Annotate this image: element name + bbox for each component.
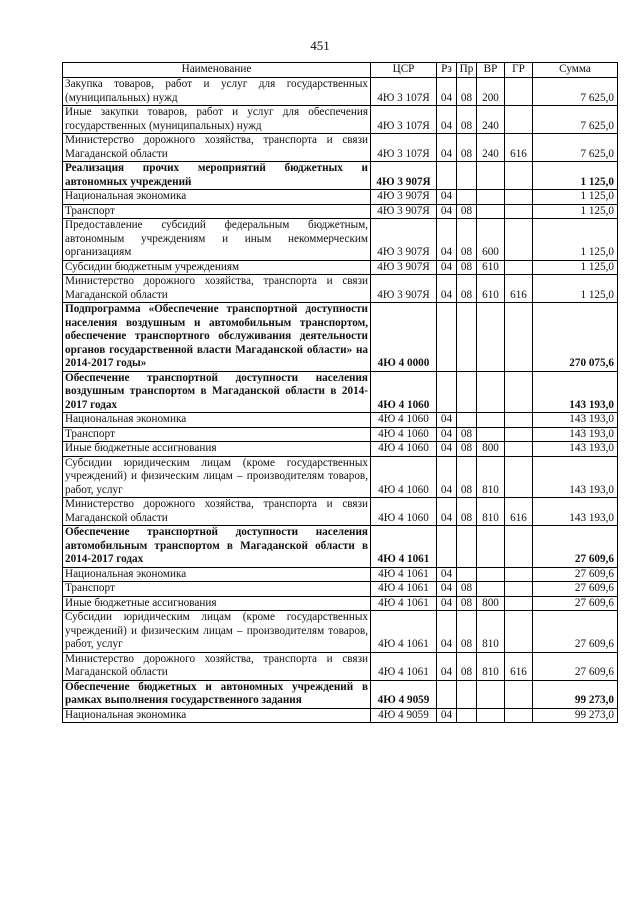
table-row <box>63 260 618 275</box>
cell-gr <box>505 162 533 190</box>
cell-vr <box>477 413 505 428</box>
table-row <box>63 498 618 526</box>
cell-name: Министерство дорожного хозяйства, транспорта и связи Магаданской области <box>63 275 371 303</box>
cell-pr: 08 <box>457 78 477 106</box>
cell-gr <box>505 442 533 457</box>
cell-gr <box>505 526 533 568</box>
cell-csr: 4Ю 4 1060 <box>371 442 437 457</box>
cell-rz: 04 <box>437 567 457 582</box>
cell-rz: 04 <box>437 611 457 653</box>
cell-sum: 143 193,0 <box>533 413 618 428</box>
table-row <box>63 190 618 205</box>
cell-gr <box>505 708 533 723</box>
cell-vr: 800 <box>477 442 505 457</box>
cell-rz <box>437 162 457 190</box>
table-row <box>63 442 618 457</box>
cell-gr: 616 <box>505 652 533 680</box>
cell-pr: 08 <box>457 582 477 597</box>
cell-sum: 143 193,0 <box>533 427 618 442</box>
cell-gr <box>505 303 533 372</box>
cell-sum: 143 193,0 <box>533 498 618 526</box>
cell-name: Иные бюджетные ассигнования <box>63 442 371 457</box>
cell-sum: 99 273,0 <box>533 708 618 723</box>
cell-gr <box>505 413 533 428</box>
cell-sum: 99 273,0 <box>533 680 618 708</box>
cell-rz: 04 <box>437 498 457 526</box>
cell-name: Национальная экономика <box>63 708 371 723</box>
cell-sum: 27 609,6 <box>533 611 618 653</box>
cell-sum: 7 625,0 <box>533 106 618 134</box>
table-row <box>63 427 618 442</box>
cell-name: Субсидии юридическим лицам (кроме государственных учреждений) и физическим лицам – производителям товаров, работ, услуг <box>63 611 371 653</box>
cell-name: Подпрограмма «Обеспечение транспортной доступности населения воздушным и автомобильным транспортом, обеспечение транспортного обслуживания деятельности органов государственной власти Магаданской области» на 2014-2017 годы» <box>63 303 371 372</box>
cell-vr: 810 <box>477 498 505 526</box>
cell-csr: 4Ю 4 1060 <box>371 456 437 498</box>
cell-sum: 270 075,6 <box>533 303 618 372</box>
cell-rz: 04 <box>437 134 457 162</box>
cell-sum: 27 609,6 <box>533 596 618 611</box>
cell-gr <box>505 204 533 219</box>
table-row <box>63 78 618 106</box>
table-row <box>63 582 618 597</box>
cell-csr: 4Ю 4 1061 <box>371 526 437 568</box>
header-name: Наименование <box>63 63 371 78</box>
cell-csr: 4Ю 4 1060 <box>371 427 437 442</box>
cell-pr <box>457 526 477 568</box>
table-row <box>63 596 618 611</box>
table-row <box>63 371 618 413</box>
cell-pr: 08 <box>457 498 477 526</box>
cell-rz: 04 <box>437 78 457 106</box>
cell-rz: 04 <box>437 260 457 275</box>
cell-vr: 800 <box>477 596 505 611</box>
page-number: 451 <box>310 38 330 53</box>
cell-rz: 04 <box>437 652 457 680</box>
cell-sum: 1 125,0 <box>533 260 618 275</box>
cell-pr <box>457 190 477 205</box>
cell-name: Национальная экономика <box>63 413 371 428</box>
cell-vr <box>477 190 505 205</box>
cell-pr: 08 <box>457 427 477 442</box>
cell-vr <box>477 567 505 582</box>
cell-vr: 200 <box>477 78 505 106</box>
table-row <box>63 219 618 261</box>
cell-rz: 04 <box>437 413 457 428</box>
cell-name: Национальная экономика <box>63 190 371 205</box>
cell-sum: 27 609,6 <box>533 652 618 680</box>
cell-vr <box>477 371 505 413</box>
table-row <box>63 456 618 498</box>
cell-name: Закупка товаров, работ и услуг для государственных (муниципальных) нужд <box>63 78 371 106</box>
header-rz: Рз <box>437 63 457 78</box>
cell-sum: 7 625,0 <box>533 134 618 162</box>
cell-gr <box>505 611 533 653</box>
cell-gr <box>505 260 533 275</box>
cell-rz: 04 <box>437 442 457 457</box>
table-row <box>63 413 618 428</box>
cell-gr <box>505 78 533 106</box>
cell-sum: 1 125,0 <box>533 162 618 190</box>
cell-pr <box>457 680 477 708</box>
cell-sum: 1 125,0 <box>533 219 618 261</box>
cell-pr <box>457 303 477 372</box>
header-sum: Сумма <box>533 63 618 78</box>
cell-vr: 240 <box>477 106 505 134</box>
cell-sum: 1 125,0 <box>533 204 618 219</box>
cell-name: Иные закупки товаров, работ и услуг для обеспечения государственных (муниципальных) нужд <box>63 106 371 134</box>
cell-sum: 27 609,6 <box>533 582 618 597</box>
table-row <box>63 526 618 568</box>
cell-sum: 27 609,6 <box>533 526 618 568</box>
cell-rz: 04 <box>437 204 457 219</box>
cell-rz: 04 <box>437 190 457 205</box>
cell-name: Транспорт <box>63 427 371 442</box>
cell-gr: 616 <box>505 134 533 162</box>
cell-pr: 08 <box>457 219 477 261</box>
cell-gr <box>505 680 533 708</box>
cell-vr: 610 <box>477 260 505 275</box>
cell-pr <box>457 371 477 413</box>
cell-gr <box>505 427 533 442</box>
cell-name: Министерство дорожного хозяйства, транспорта и связи Магаданской области <box>63 134 371 162</box>
cell-name: Реализация прочих мероприятий бюджетных и автономных учреждений <box>63 162 371 190</box>
cell-vr: 810 <box>477 652 505 680</box>
header-vr: ВР <box>477 63 505 78</box>
table-row <box>63 134 618 162</box>
table-row <box>63 204 618 219</box>
cell-pr <box>457 567 477 582</box>
cell-rz: 04 <box>437 708 457 723</box>
cell-rz: 04 <box>437 596 457 611</box>
cell-sum: 143 193,0 <box>533 456 618 498</box>
table-row <box>63 652 618 680</box>
cell-csr: 4Ю 3 107Я <box>371 134 437 162</box>
cell-gr <box>505 567 533 582</box>
cell-csr: 4Ю 3 907Я <box>371 260 437 275</box>
cell-sum: 1 125,0 <box>533 275 618 303</box>
cell-gr: 616 <box>505 275 533 303</box>
cell-csr: 4Ю 3 907Я <box>371 162 437 190</box>
cell-vr: 600 <box>477 219 505 261</box>
cell-csr: 4Ю 4 1061 <box>371 611 437 653</box>
header-pr: Пр <box>457 63 477 78</box>
table-row <box>63 567 618 582</box>
cell-pr: 08 <box>457 106 477 134</box>
table-row <box>63 708 618 723</box>
cell-csr: 4Ю 4 9059 <box>371 680 437 708</box>
cell-rz: 04 <box>437 582 457 597</box>
cell-name: Национальная экономика <box>63 567 371 582</box>
budget-table <box>62 62 618 723</box>
cell-csr: 4Ю 4 1061 <box>371 582 437 597</box>
table-row <box>63 162 618 190</box>
cell-name: Транспорт <box>63 582 371 597</box>
cell-csr: 4Ю 3 907Я <box>371 204 437 219</box>
cell-rz: 04 <box>437 106 457 134</box>
cell-rz <box>437 303 457 372</box>
cell-gr <box>505 106 533 134</box>
cell-sum: 143 193,0 <box>533 442 618 457</box>
cell-gr <box>505 596 533 611</box>
cell-gr: 616 <box>505 498 533 526</box>
cell-gr <box>505 190 533 205</box>
cell-sum: 1 125,0 <box>533 190 618 205</box>
header-csr: ЦСР <box>371 63 437 78</box>
cell-csr: 4Ю 4 1060 <box>371 413 437 428</box>
cell-vr <box>477 204 505 219</box>
cell-pr: 08 <box>457 456 477 498</box>
cell-pr: 08 <box>457 652 477 680</box>
cell-name: Транспорт <box>63 204 371 219</box>
cell-vr <box>477 427 505 442</box>
cell-rz: 04 <box>437 427 457 442</box>
cell-csr: 4Ю 4 1061 <box>371 567 437 582</box>
cell-csr: 4Ю 3 907Я <box>371 219 437 261</box>
cell-csr: 4Ю 4 1060 <box>371 371 437 413</box>
cell-pr: 08 <box>457 204 477 219</box>
cell-name: Министерство дорожного хозяйства, транспорта и связи Магаданской области <box>63 652 371 680</box>
table-header-row <box>63 63 618 78</box>
cell-name: Обеспечение транспортной доступности населения воздушным транспортом в Магаданской области в 2014- 2017 годах <box>63 371 371 413</box>
cell-name: Министерство дорожного хозяйства, транспорта и связи Магаданской области <box>63 498 371 526</box>
cell-rz: 04 <box>437 456 457 498</box>
cell-csr: 4Ю 3 907Я <box>371 275 437 303</box>
table-row <box>63 106 618 134</box>
cell-rz: 04 <box>437 275 457 303</box>
cell-csr: 4Ю 4 1061 <box>371 596 437 611</box>
cell-csr: 4Ю 4 9059 <box>371 708 437 723</box>
cell-vr: 810 <box>477 611 505 653</box>
cell-pr <box>457 162 477 190</box>
cell-gr <box>505 456 533 498</box>
cell-csr: 4Ю 4 1061 <box>371 652 437 680</box>
header-gr: ГР <box>505 63 533 78</box>
cell-gr <box>505 371 533 413</box>
cell-csr: 4Ю 3 107Я <box>371 78 437 106</box>
table-row <box>63 303 618 372</box>
cell-sum: 143 193,0 <box>533 371 618 413</box>
cell-rz <box>437 526 457 568</box>
cell-name: Предоставление субсидий федеральным бюджетным, автономным учреждениям и иным некоммерческим организациям <box>63 219 371 261</box>
cell-csr: 4Ю 4 1060 <box>371 498 437 526</box>
cell-vr <box>477 582 505 597</box>
cell-pr <box>457 413 477 428</box>
cell-pr: 08 <box>457 596 477 611</box>
cell-pr: 08 <box>457 260 477 275</box>
cell-pr: 08 <box>457 611 477 653</box>
cell-pr: 08 <box>457 134 477 162</box>
cell-vr <box>477 526 505 568</box>
table-row <box>63 275 618 303</box>
cell-vr <box>477 303 505 372</box>
cell-sum: 27 609,6 <box>533 567 618 582</box>
cell-vr <box>477 162 505 190</box>
cell-csr: 4Ю 3 107Я <box>371 106 437 134</box>
cell-pr: 08 <box>457 442 477 457</box>
cell-rz: 04 <box>437 219 457 261</box>
cell-csr: 4Ю 3 907Я <box>371 190 437 205</box>
cell-vr <box>477 708 505 723</box>
table-row <box>63 611 618 653</box>
cell-sum: 7 625,0 <box>533 78 618 106</box>
cell-gr <box>505 219 533 261</box>
cell-pr <box>457 708 477 723</box>
cell-name: Обеспечение бюджетных и автономных учреждений в рамках выполнения государственного задания <box>63 680 371 708</box>
table-row <box>63 680 618 708</box>
cell-rz <box>437 680 457 708</box>
cell-rz <box>437 371 457 413</box>
cell-gr <box>505 582 533 597</box>
cell-vr: 810 <box>477 456 505 498</box>
cell-name: Субсидии бюджетным учреждениям <box>63 260 371 275</box>
cell-vr <box>477 680 505 708</box>
cell-name: Иные бюджетные ассигнования <box>63 596 371 611</box>
cell-vr: 610 <box>477 275 505 303</box>
cell-vr: 240 <box>477 134 505 162</box>
cell-name: Субсидии юридическим лицам (кроме государственных учреждений) и физическим лицам – производителям товаров, работ, услуг <box>63 456 371 498</box>
cell-csr: 4Ю 4 0000 <box>371 303 437 372</box>
cell-pr: 08 <box>457 275 477 303</box>
cell-name: Обеспечение транспортной доступности населения автомобильным транспортом в Магаданской области в 2014-2017 годах <box>63 526 371 568</box>
